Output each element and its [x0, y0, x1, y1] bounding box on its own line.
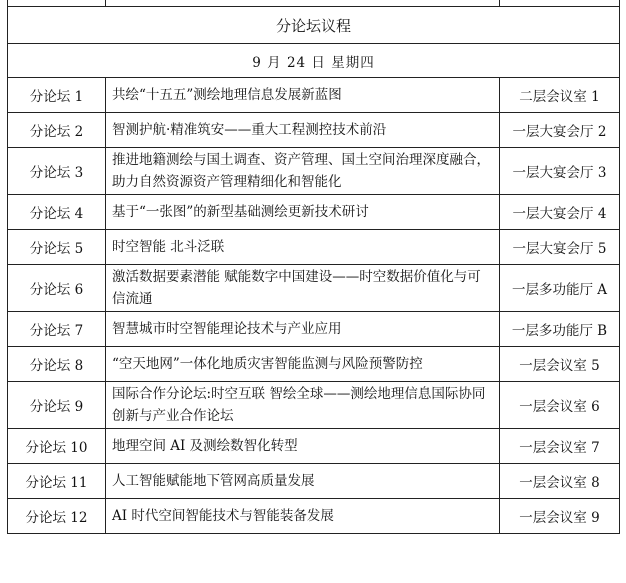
section-title-row: [8, 7, 620, 44]
table-row: [8, 265, 620, 312]
forum-topic: 智慧城市时空智能理论技术与产业应用: [106, 312, 500, 347]
forum-topic: 国际合作分论坛:时空互联 智绘全球——测绘地理信息国际协同创新与产业合作论坛: [106, 382, 500, 429]
forum-venue: 一层会议室 9: [500, 499, 620, 534]
forum-venue: 一层大宴会厅 4: [500, 195, 620, 230]
forum-venue: 一层大宴会厅 2: [500, 113, 620, 148]
forum-venue: 一层大宴会厅 3: [500, 148, 620, 195]
forum-name: 分论坛 10: [8, 429, 106, 464]
forum-topic: 智测护航·精准筑安——重大工程测控技术前沿: [106, 113, 500, 148]
forum-topic: AI 时代空间智能技术与智能装备发展: [106, 499, 500, 534]
table-row: [8, 429, 620, 464]
forum-name: 分论坛 2: [8, 113, 106, 148]
table-row: [8, 347, 620, 382]
table-row: [8, 312, 620, 347]
section-title: 分论坛议程: [8, 7, 620, 44]
table-row: [8, 230, 620, 265]
forum-venue: 一层多功能厅 B: [500, 312, 620, 347]
forum-name: 分论坛 6: [8, 265, 106, 312]
forum-name: 分论坛 9: [8, 382, 106, 429]
forum-topic: 人工智能赋能地下管网高质量发展: [106, 464, 500, 499]
forum-venue: 一层会议室 8: [500, 464, 620, 499]
table-row: [8, 113, 620, 148]
forum-name: 分论坛 4: [8, 195, 106, 230]
forum-venue: 二层会议室 1: [500, 78, 620, 113]
table-row: [8, 382, 620, 429]
forum-venue: 一层会议室 5: [500, 347, 620, 382]
agenda-table: [7, 0, 620, 534]
forum-name: 分论坛 12: [8, 499, 106, 534]
forum-topic: 推进地籍测绘与国土调查、资产管理、国土空间治理深度融合，助力自然资源资产管理精细化和智能化: [106, 148, 500, 195]
forum-venue: 一层会议室 7: [500, 429, 620, 464]
table-row: [8, 78, 620, 113]
forum-name: 分论坛 3: [8, 148, 106, 195]
table-row: [8, 195, 620, 230]
day-header-row: [8, 44, 620, 78]
forum-venue: 一层会议室 6: [500, 382, 620, 429]
day-header: 9 月 24 日 星期四: [8, 44, 620, 78]
forum-name: 分论坛 1: [8, 78, 106, 113]
forum-venue: 一层多功能厅 A: [500, 265, 620, 312]
table-row: [8, 148, 620, 195]
table-row: [8, 499, 620, 534]
forum-topic: 基于“一张图”的新型基础测绘更新技术研讨: [106, 195, 500, 230]
forum-name: 分论坛 11: [8, 464, 106, 499]
forum-topic: 地理空间 AI 及测绘数智化转型: [106, 429, 500, 464]
forum-topic: 激活数据要素潜能 赋能数字中国建设——时空数据价值化与可信流通: [106, 265, 500, 312]
table-row: [8, 464, 620, 499]
forum-venue: 一层大宴会厅 5: [500, 230, 620, 265]
forum-topic: 时空智能 北斗泛联: [106, 230, 500, 265]
forum-name: 分论坛 7: [8, 312, 106, 347]
forum-topic: 共绘“十五五”测绘地理信息发展新蓝图: [106, 78, 500, 113]
forum-name: 分论坛 8: [8, 347, 106, 382]
forum-name: 分论坛 5: [8, 230, 106, 265]
forum-topic: “空天地网”一体化地质灾害智能监测与风险预警防控: [106, 347, 500, 382]
